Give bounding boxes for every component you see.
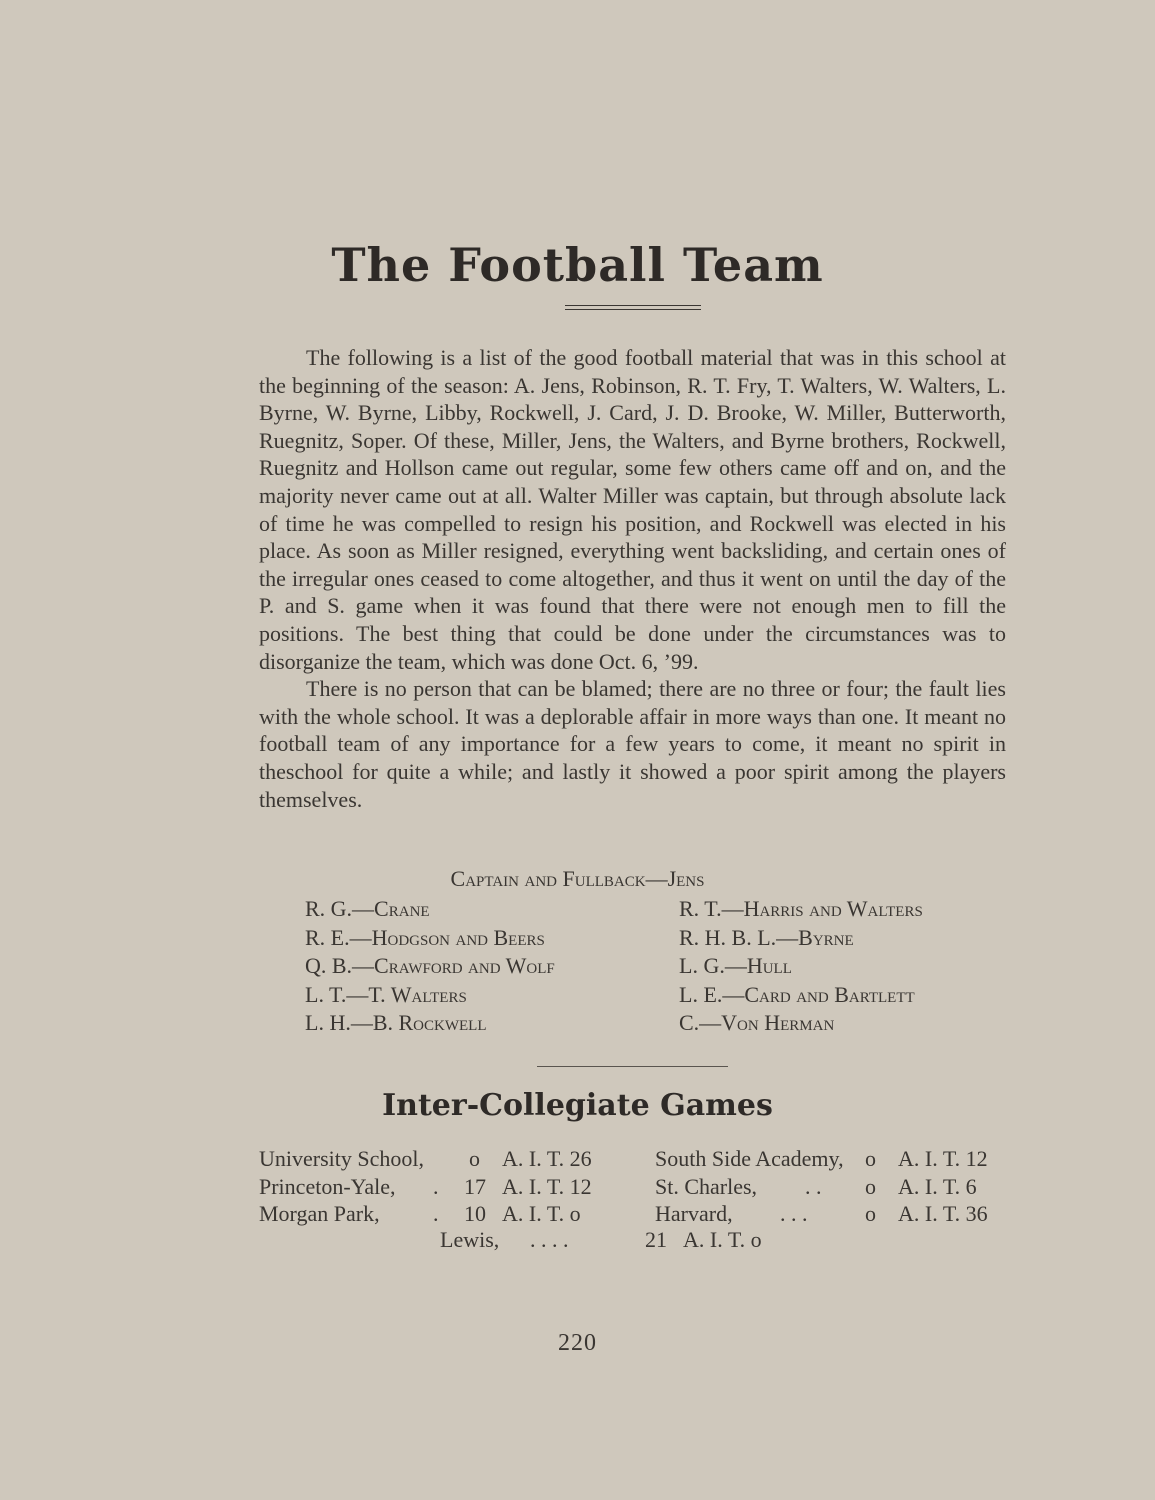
roster-entry: L. E.—Card and Bartlett xyxy=(679,981,915,1007)
game-score: 17 xyxy=(464,1173,486,1199)
paragraph-1: The following is a list of the good football material that was in this school at the beginning of the season: A. Jens, Robinson, R. T. Fry, T. Walters, W. Walters, L. Byrne, W. Byrne, Libby, Rockwell, J. Card, J. D. Brooke, W. Miller, Butterworth, Ruegnitz, Soper. Of these, Miller, Jens, the Walters, and Byrne brothers, Rockwell, Ruegnitz and Hollson came out regular, some few others came off and on, and the majority never came out at all. Walter Miller was captain, but through absolute lack of time he was compelled to resign his position, and Rockwell was elected in his place. As soon as Miller resigned, everything went backsliding, and certain ones of the irregular ones ceased to come altogether, and thus it went on until the day of the P. and S. game when it was found that there were not enough men to fill the positions. The best thing that could be done under the circumstances was to disorganize the team, which was done Oct. 6, ’99. xyxy=(259,345,1006,674)
roster-left xyxy=(305,895,555,1038)
game-ait-score: A. I. T. o xyxy=(502,1201,581,1226)
game-score: 10 xyxy=(464,1201,486,1226)
game-score: o xyxy=(865,1201,876,1226)
game-row xyxy=(440,1227,800,1255)
game-score: 21 xyxy=(645,1227,667,1252)
game-opponent: St. Charles, xyxy=(655,1173,758,1199)
game-leader: . xyxy=(433,1201,439,1226)
game-ait-score: A. I. T. o xyxy=(683,1227,762,1252)
game-score: o xyxy=(865,1173,876,1199)
game-ait-score: A. I. T. 36 xyxy=(898,1201,988,1226)
game-leader: . xyxy=(433,1173,439,1199)
body-text xyxy=(259,344,1006,813)
roster-entry: L. G.—Hull xyxy=(679,953,792,978)
game-score: o xyxy=(469,1146,480,1171)
game-row xyxy=(655,1200,1015,1228)
game-opponent: Princeton-Yale, xyxy=(259,1173,396,1199)
game-score: o xyxy=(865,1146,876,1171)
roster-entry: R. T.—Harris and Walters xyxy=(679,896,923,921)
game-row xyxy=(259,1173,619,1201)
game-row-last xyxy=(440,1227,800,1255)
roster-entry: L. H.—B. Rockwell xyxy=(305,1010,487,1035)
game-leader: . . . . xyxy=(530,1227,569,1252)
games-left xyxy=(259,1145,619,1228)
page-number: 220 xyxy=(558,1330,597,1356)
roster-entry: R. G.—Crane xyxy=(305,896,430,921)
game-leader: . . xyxy=(805,1173,822,1199)
paragraph-2: There is no person that can be blamed; there are no three or four; the fault lies with the whole school. It was a deplorable affair in more ways than one. It meant no football team of any importance for a few years to come, it meant no spirit in theschool for quite a while; and lastly it showed a poor spirit among the players themselves. xyxy=(259,676,1006,812)
roster-entry: R. H. B. L.—Byrne xyxy=(679,924,854,950)
game-leader: . . . xyxy=(780,1201,808,1226)
roster-right xyxy=(679,895,923,1038)
roster-entry: C.—Von Herman xyxy=(679,1010,835,1035)
game-opponent: South Side Academy, xyxy=(655,1146,844,1171)
game-ait-score: A. I. T. 12 xyxy=(502,1173,592,1199)
game-row xyxy=(655,1173,1015,1201)
game-opponent: Morgan Park, xyxy=(259,1201,380,1226)
roster-entry: Q. B.—Crawford and Wolf xyxy=(305,953,555,978)
games-right xyxy=(655,1145,1015,1228)
game-row xyxy=(259,1145,619,1173)
roster-entry: L. T.—T. Walters xyxy=(305,981,467,1007)
game-ait-score: A. I. T. 12 xyxy=(898,1146,988,1171)
game-opponent: University School, xyxy=(259,1146,424,1171)
games-title: Inter-Collegiate Games xyxy=(382,1088,773,1123)
game-ait-score: A. I. T. 6 xyxy=(898,1173,977,1199)
title-underline xyxy=(565,305,701,313)
page-title: The Football Team xyxy=(331,238,824,292)
captain-line: Captain and Fullback—Jens xyxy=(450,866,705,891)
game-row xyxy=(259,1200,619,1228)
game-ait-score: A. I. T. 26 xyxy=(502,1146,592,1171)
game-row xyxy=(655,1145,1015,1173)
game-opponent: Lewis, xyxy=(440,1227,500,1252)
roster-entry: R. E.—Hodgson and Beers xyxy=(305,924,545,950)
game-opponent: Harvard, xyxy=(655,1201,733,1226)
section-divider xyxy=(537,1066,728,1067)
